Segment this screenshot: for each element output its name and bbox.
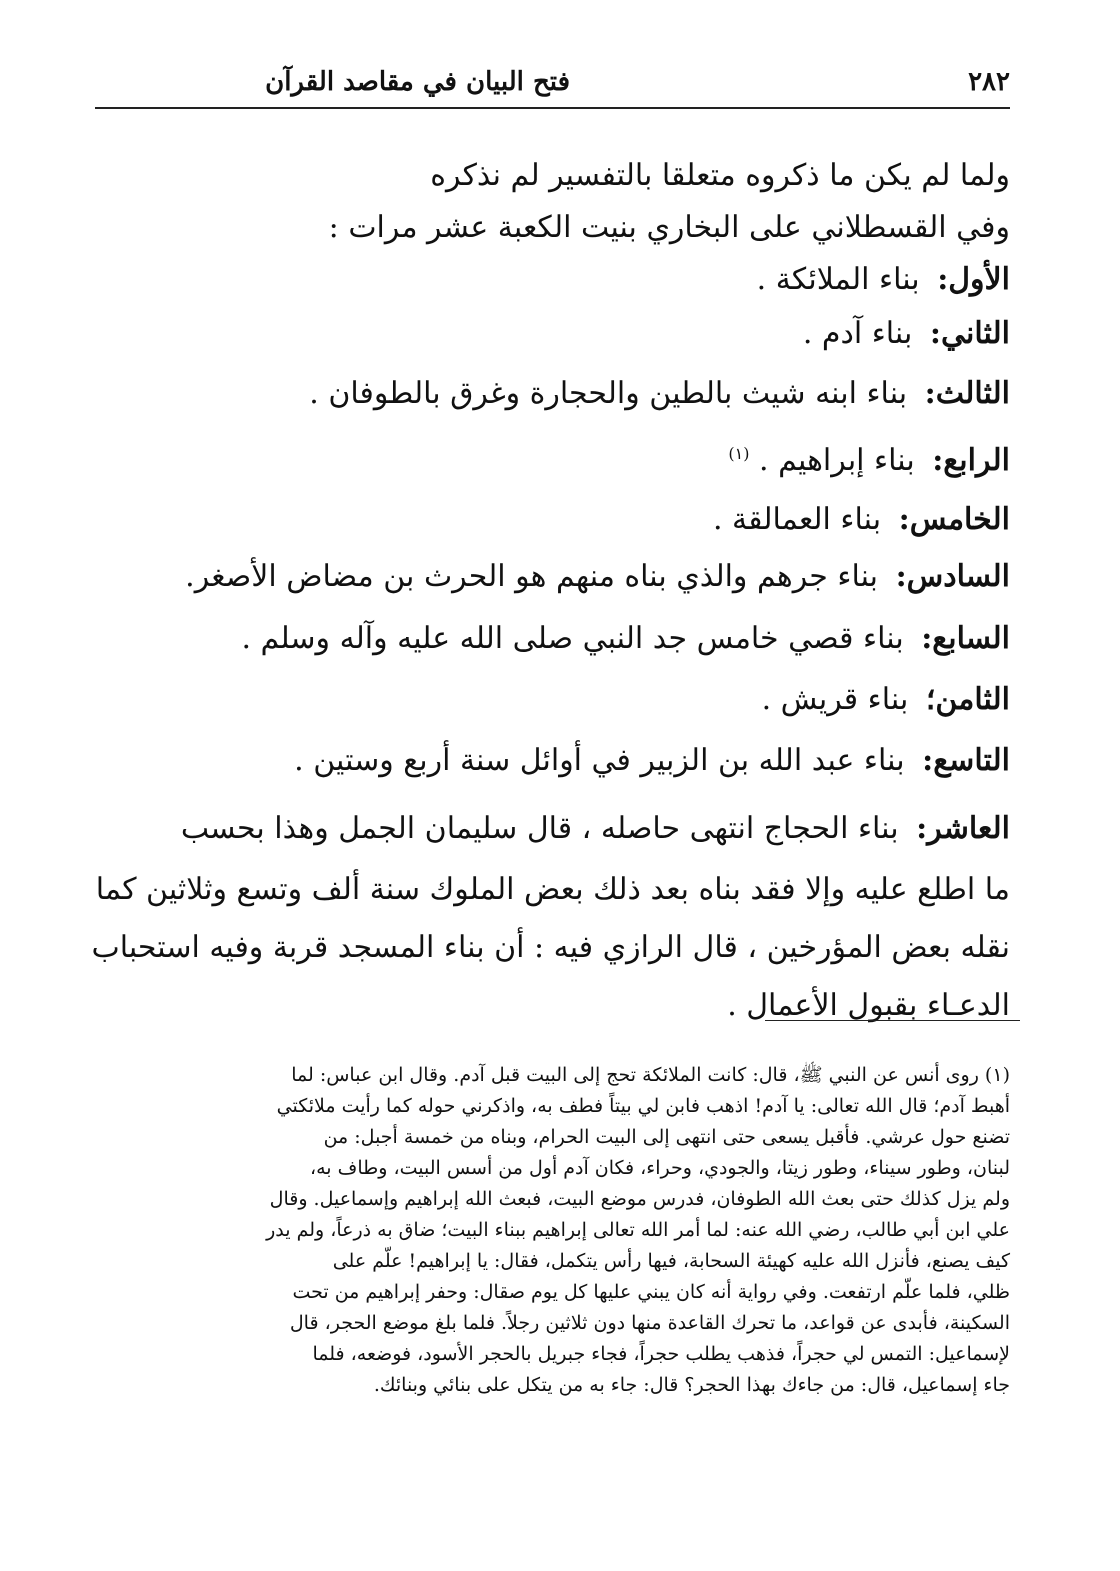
main-text [91,150,1010,1035]
page-header [95,55,1010,109]
build-text: بناء جرهم والذي بناه منهم هو الحرث بن مضاض الأصغر. [185,559,879,594]
build-text: بناء آدم . [802,316,913,351]
page-number: ٢٨٢ [968,67,1010,97]
build-text: بناء قصي خامس جد النبي صلى الله عليه وآله وسلم . [241,621,904,656]
build-term: الخامس: [898,502,1010,537]
build-term: السادس: [895,559,1010,594]
build-term: الثالث: [924,376,1010,411]
build-item [110,551,1010,603]
build-text: بناء ابنه شيث بالطين والحجارة وغرق بالطوفان . [309,376,908,411]
build-text: بناء إبراهيم . [759,443,915,478]
build-text: بناء الحجاج انتهى حاصله ، قال سليمان الجمل وهذا بحسب [180,811,899,846]
footnote-line: ظلي، فلما علّم ارتفعت. وفي رواية أنه كان يبني عليها كل يوم صقال: وحفر إبراهيم من تحت [292,1281,1010,1303]
footnote-line: لإسماعيل: التمس لي حجراً، فذهب يطلب حجراً، فجاء جبريل بالحجر الأسود، فوضعه، فلما [312,1343,1010,1365]
footnote-line: علي ابن أبي طالب، رضي الله عنه: لما أمر الله تعالى إبراهيم ببناء البيت؛ ضاق به ذرعاً، ولم يدر [266,1219,1010,1241]
build-text: بناء الملائكة . [756,262,920,297]
build-item [110,254,1010,306]
build-term: الأول: [937,262,1010,297]
intro-line: وفي القسطلاني على البخاري بنيت الكعبة عشر مرات : [328,210,1010,245]
footnote-line: أهبط آدم؛ قال الله تعالى: يا آدم! اذهب فابن لي بيتاً فطف به، واذكرني حوله كما رأيت ملائكتي [276,1095,1010,1117]
build-item [110,426,1010,489]
build-term: السابع: [921,621,1010,656]
build-text: بناء قريش . [761,682,909,717]
build-text: بناء العمالقة . [712,502,882,537]
footnote-line: كيف يصنع، فأنزل الله عليه كهيئة السحابة، فيها رأس يتكمل، فقال: يا إبراهيم! علّم على [332,1250,1010,1272]
build-term: الثاني: [929,316,1010,351]
build-item [110,306,1010,362]
build-item [110,603,1010,675]
intro-line: ولما لم يكن ما ذكروه متعلقا بالتفسير لم نذكره [430,158,1010,193]
footnote-line: جاء إسماعيل، قال: من جاءك بهذا الحجر؟ قال: جاء به من يتكل على بنائي وبنائك. [373,1374,1010,1396]
footnote-ref: (١) [728,444,750,463]
build-item [110,725,1010,797]
footnote-line: السكينة، فأبدى عن قواعد، ما تحرك القاعدة منها دون ثلاثين رجلاً. فلما بلغ موضع الحجر، قال [289,1312,1010,1334]
build-item [110,797,1010,861]
footnote-divider [765,1020,1020,1021]
footnote-line: لبنان، وطور سيناء، وطور زيتا، والجودي، وحراء، فكان آدم أول من أسس البيت، وطاف به، [309,1157,1010,1179]
build-term: التاسع: [922,743,1010,778]
paragraph-line: نقله بعض المؤرخين ، قال الرازي فيه : أن بناء المسجد قربة وفيه استحباب [91,930,1010,965]
build-term: الثامن؛ [925,682,1010,717]
build-text: بناء عبد الله بن الزبير في أوائل سنة أربع وستين . [294,743,905,778]
paragraph-line: ما اطلع عليه وإلا فقد بناه بعد ذلك بعض الملوك سنة ألف وتسع وثلاثين كما [95,872,1010,907]
paragraph-line: الدعـاء بقبول الأعمال . [727,988,1010,1023]
build-term: الرابع: [932,443,1010,478]
build-item [110,489,1010,551]
build-term: العاشر: [916,811,1010,846]
footnotes [105,1060,1010,1401]
footnote-line: تضنع حول عرشي. فأقبل يسعى حتى انتهى إلى البيت الحرام، وبناه من خمسة أجبل: من [323,1126,1010,1148]
build-item [110,362,1010,426]
footnote-line: ولم يزل كذلك حتى بعث الله الطوفان، فدرس موضع البيت، فبعث الله إبراهيم وإسماعيل. وقال [269,1188,1010,1210]
footnote-line: (١) روى أنس عن النبي ﷺ، قال: كانت الملائكة تحج إلى البيت قبل آدم. وقال ابن عباس: لما [291,1064,1010,1086]
build-item [110,675,1010,725]
running-title: فتح البيان في مقاصد القرآن [265,67,570,97]
